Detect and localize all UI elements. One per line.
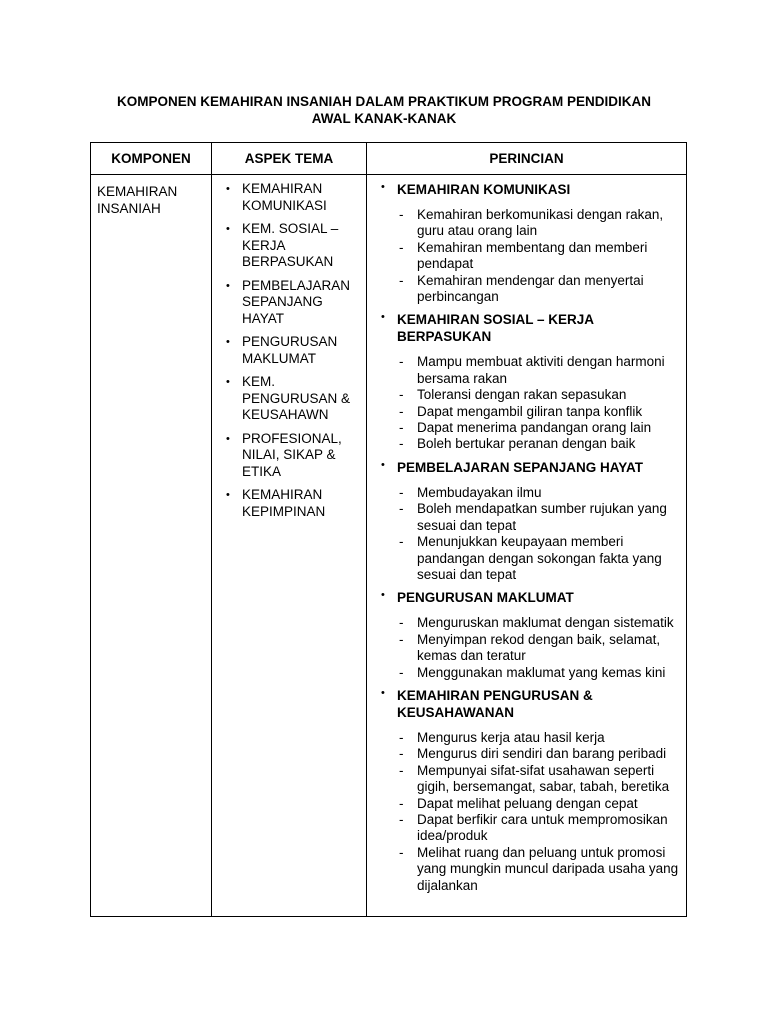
- list-item: [397, 354, 680, 387]
- section-heading: KEMAHIRAN PENGURUSAN & KEUSAHAWANAN: [397, 687, 593, 720]
- components-table: [90, 142, 687, 917]
- dash-icon: -: [399, 844, 404, 860]
- point-text: Membudayakan ilmu: [417, 484, 542, 500]
- list-item: [397, 730, 680, 746]
- aspect-item: [222, 334, 362, 367]
- aspect-item: [222, 181, 362, 214]
- point-text: Dapat mengambil giliran tanpa konflik: [417, 403, 643, 419]
- section-heading: PENGURUSAN MAKLUMAT: [397, 590, 574, 606]
- perincian-list: [377, 181, 680, 894]
- aspect-item: [222, 431, 362, 481]
- bullet-icon: •: [381, 458, 385, 471]
- point-text: Dapat berfikir cara untuk mempromosikan idea/produk: [417, 811, 668, 844]
- bullet-icon: •: [226, 183, 230, 195]
- list-item: [397, 632, 680, 665]
- dash-icon: -: [399, 729, 404, 745]
- table-row: [91, 175, 687, 917]
- bullet-icon: •: [226, 432, 230, 445]
- point-text: Boleh bertukar peranan dengan baik: [417, 436, 636, 452]
- perincian-section: [377, 687, 680, 894]
- aspect-label: PEMBELAJARAN SEPANJANG HAYAT: [242, 277, 351, 326]
- point-text: Mampu membuat aktiviti dengan harmoni bersama rakan: [417, 354, 665, 386]
- document-title: [0, 93, 768, 127]
- list-item: [397, 615, 680, 631]
- list-item: [397, 404, 680, 420]
- dash-icon: -: [399, 746, 404, 762]
- list-item: [397, 420, 680, 436]
- bullet-icon: •: [381, 589, 385, 602]
- perincian-section: [377, 181, 680, 305]
- dash-icon: -: [399, 631, 404, 647]
- dash-icon: -: [399, 664, 404, 680]
- dash-icon: -: [399, 615, 404, 631]
- perincian-section: [377, 311, 680, 452]
- aspect-item: [222, 278, 362, 328]
- aspect-label: PROFESIONAL, NILAI, SIKAP & ETIKA: [242, 430, 342, 479]
- komponen-value: KEMAHIRAN INSANIAH: [97, 184, 178, 216]
- point-text: Kemahiran membentang dan memberi pendapat: [417, 239, 648, 272]
- list-item: [397, 207, 680, 240]
- point-text: Menggunakan maklumat yang kemas kini: [417, 664, 666, 680]
- list-item: [397, 485, 680, 501]
- bullet-icon: •: [381, 686, 385, 699]
- perincian-section: [377, 459, 680, 583]
- list-item: [397, 534, 680, 583]
- bullet-icon: •: [226, 489, 230, 501]
- point-text: Menyimpan rekod dengan baik, selamat, kemas dan teratur: [417, 631, 661, 664]
- dash-icon: -: [399, 387, 404, 403]
- dash-icon: -: [399, 207, 404, 222]
- dash-icon: -: [399, 795, 404, 811]
- aspect-item: [222, 221, 362, 271]
- dash-icon: -: [399, 762, 404, 778]
- point-list: [397, 354, 680, 452]
- list-item: [397, 387, 680, 403]
- list-item: [397, 436, 680, 452]
- point-text: Kemahiran berkomunikasi dengan rakan, guru atau orang lain: [417, 207, 664, 239]
- title-line-2: AWAL KANAK-KANAK: [311, 111, 457, 126]
- aspect-label: KEMAHIRAN KEPIMPINAN: [242, 487, 326, 519]
- list-item: [397, 501, 680, 534]
- dash-icon: -: [399, 811, 404, 827]
- bullet-icon: •: [226, 223, 230, 235]
- dash-icon: -: [399, 239, 404, 255]
- table-header-row: [91, 143, 687, 175]
- section-heading: KEMAHIRAN KOMUNIKASI: [397, 182, 571, 197]
- dash-icon: -: [399, 484, 404, 500]
- title-line-1: KOMPONEN KEMAHIRAN INSANIAH DALAM PRAKTIKUM PROGRAM PENDIDIKAN: [117, 94, 651, 109]
- list-item: [397, 273, 680, 306]
- header-aspek-tema: ASPEK TEMA: [212, 143, 367, 175]
- bullet-icon: •: [381, 181, 385, 193]
- point-list: [397, 730, 680, 894]
- bullet-icon: •: [226, 376, 230, 388]
- perincian-section: [377, 589, 680, 681]
- point-text: Mengurus diri sendiri dan barang peribadi: [417, 746, 667, 762]
- list-item: [397, 845, 680, 894]
- list-item: [397, 665, 680, 681]
- list-item: [397, 763, 680, 796]
- list-item: [397, 240, 680, 273]
- point-text: Menunjukkan keupayaan memberi pandangan dengan sokongan fakta yang sesuai dan tepat: [417, 534, 662, 582]
- bullet-icon: •: [226, 279, 230, 292]
- list-item: [397, 812, 680, 845]
- point-list: [397, 485, 680, 583]
- point-text: Dapat menerima pandangan orang lain: [417, 420, 652, 436]
- list-item: [397, 796, 680, 812]
- point-text: Dapat melihat peluang dengan cepat: [417, 795, 638, 811]
- aspect-label: PENGURUSAN MAKLUMAT: [242, 334, 338, 366]
- point-text: Toleransi dengan rakan sepasukan: [417, 387, 627, 403]
- header-perincian: PERINCIAN: [367, 143, 687, 175]
- aspect-label: KEM. SOSIAL – KERJA BERPASUKAN: [242, 221, 339, 269]
- dash-icon: -: [399, 436, 404, 452]
- aspect-label: KEM. PENGURUSAN & KEUSAHAWN: [242, 374, 351, 422]
- bullet-icon: •: [226, 336, 230, 348]
- aspect-list: [222, 181, 362, 520]
- perincian-cell: [367, 175, 687, 917]
- point-list: [397, 207, 680, 305]
- aspect-item: [222, 487, 362, 520]
- point-text: Mengurus kerja atau hasil kerja: [417, 729, 605, 745]
- point-text: Kemahiran mendengar dan menyertai perbincangan: [417, 272, 644, 305]
- aspect-item: [222, 374, 362, 424]
- section-heading: KEMAHIRAN SOSIAL – KERJA BERPASUKAN: [397, 312, 594, 345]
- aspek-cell: [212, 175, 367, 917]
- dash-icon: -: [399, 534, 404, 550]
- komponen-cell: [91, 175, 212, 917]
- list-item: [397, 746, 680, 762]
- point-text: Melihat ruang dan peluang untuk promosi yang mungkin muncul daripada usaha yang dijalankan: [417, 844, 679, 893]
- point-text: Mempunyai sifat-sifat usahawan seperti gigih, bersemangat, sabar, tabah, beretika: [417, 762, 670, 795]
- dash-icon: -: [399, 354, 404, 370]
- point-text: Boleh mendapatkan sumber rujukan yang sesuai dan tepat: [417, 501, 667, 533]
- dash-icon: -: [399, 501, 404, 517]
- dash-icon: -: [399, 403, 404, 419]
- dash-icon: -: [399, 272, 404, 288]
- point-text: Menguruskan maklumat dengan sistematik: [417, 615, 674, 631]
- aspect-label: KEMAHIRAN KOMUNIKASI: [242, 181, 327, 213]
- bullet-icon: •: [381, 311, 385, 324]
- header-komponen: KOMPONEN: [91, 143, 212, 175]
- section-heading: PEMBELAJARAN SEPANJANG HAYAT: [397, 459, 644, 475]
- point-list: [397, 615, 680, 681]
- dash-icon: -: [399, 420, 404, 436]
